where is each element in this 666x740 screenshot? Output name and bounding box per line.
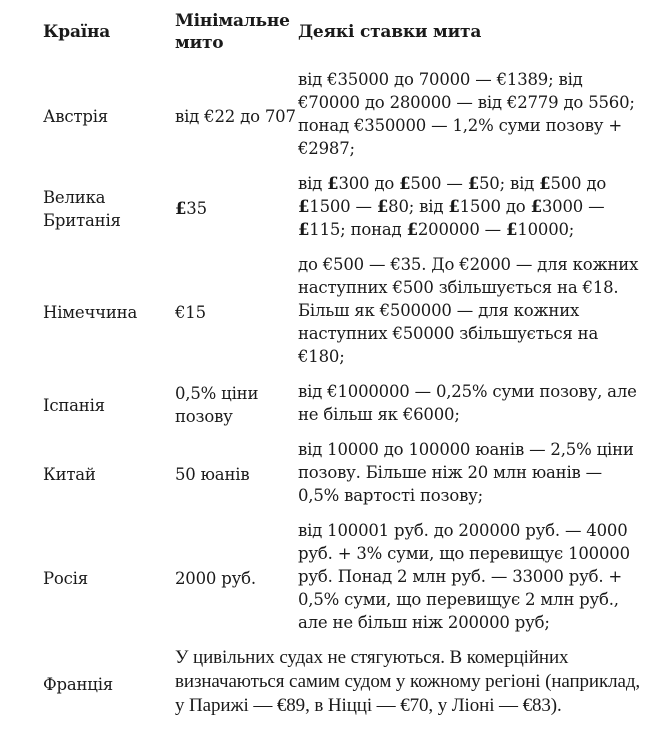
header-fee-rates: Деякі ставки мита	[298, 22, 482, 42]
table-row	[40, 249, 648, 376]
minimum-fee-cell: €15	[175, 303, 206, 322]
pound-sign: £	[539, 174, 551, 193]
country-cell: Німеччина	[43, 303, 138, 322]
minimum-fee-cell: 0,5% ціни позову	[175, 384, 259, 426]
minimum-fee-cell: від €22 до 707	[175, 106, 296, 126]
fee-note-cell: У цивільних судах не стягуються. В комерційних визначаються самим судом у кожному регіоні (наприклад, у Парижі — €89, в Ніцці — €70, у Ліоні — €83).	[175, 647, 641, 716]
pound-sign: £	[448, 197, 460, 216]
table-row	[40, 168, 648, 249]
pound-sign: £	[376, 197, 389, 216]
fee-rates-cell: від 10000 до 100000 юанів — 2,5% ціни позову. Більше ніж 20 млн юанів — 0,5% вартості позову;	[298, 440, 634, 505]
table-row	[40, 434, 648, 515]
pound-sign: £	[506, 220, 518, 239]
country-cell: Франція	[43, 674, 113, 694]
pound-sign: £	[175, 199, 187, 218]
fee-rates-cell: від £300 до £500 — £50; від £500 до £1500 — £80; від £1500 до £3000 — £115; понад £200000 — £10000;	[298, 174, 607, 239]
fee-rates-cell: від €35000 до 70000 — €1389; від €70000 до 280000 — від €2779 до 5560; понад €350000 — 1,2% суми позову + €2987;	[298, 70, 635, 158]
minimum-fee-cell: 2000 руб.	[175, 569, 256, 588]
pound-sign: £	[298, 197, 310, 216]
fee-rates-cell: до €500 — €35. До €2000 — для кожних наступних €500 збільшується на €18. Більш як €500000 — для кожних наступних €50000 збільшується на €180;	[298, 255, 639, 366]
pound-sign: £	[327, 174, 339, 193]
country-cell: Австрія	[43, 106, 109, 126]
pound-sign: £	[406, 220, 418, 239]
header-row	[40, 6, 648, 64]
pound-sign: £	[298, 220, 310, 239]
header-minimum-fee: Мінімальне мито	[175, 11, 290, 53]
pound-sign: £	[530, 197, 542, 216]
table-row	[40, 376, 648, 434]
country-cell: Іспанія	[43, 395, 105, 415]
fee-rates-cell: від 100001 руб. до 200000 руб. — 4000 руб. + 3% суми, що перевищує 100000 руб. Понад 2 млн руб. — 33000 руб. + 0,5% суми, що перевищує 2 млн руб., але не більш ніж 200000 руб;	[298, 521, 630, 632]
country-cell: Велика Британія	[43, 187, 121, 230]
fee-rates-cell: від €1000000 — 0,25% суми позову, але не більш як €6000;	[298, 382, 637, 424]
pound-sign: £	[399, 174, 411, 193]
minimum-fee-cell: £35	[175, 199, 207, 218]
table-row	[40, 642, 648, 726]
header-country: Країна	[43, 22, 111, 42]
table-row	[40, 515, 648, 642]
court-fees-table	[40, 6, 648, 726]
country-cell: Китай	[43, 465, 96, 484]
country-cell: Росія	[43, 569, 88, 588]
minimum-fee-cell: 50 юанів	[175, 465, 250, 484]
pound-sign: £	[467, 174, 479, 193]
table-row	[40, 64, 648, 168]
